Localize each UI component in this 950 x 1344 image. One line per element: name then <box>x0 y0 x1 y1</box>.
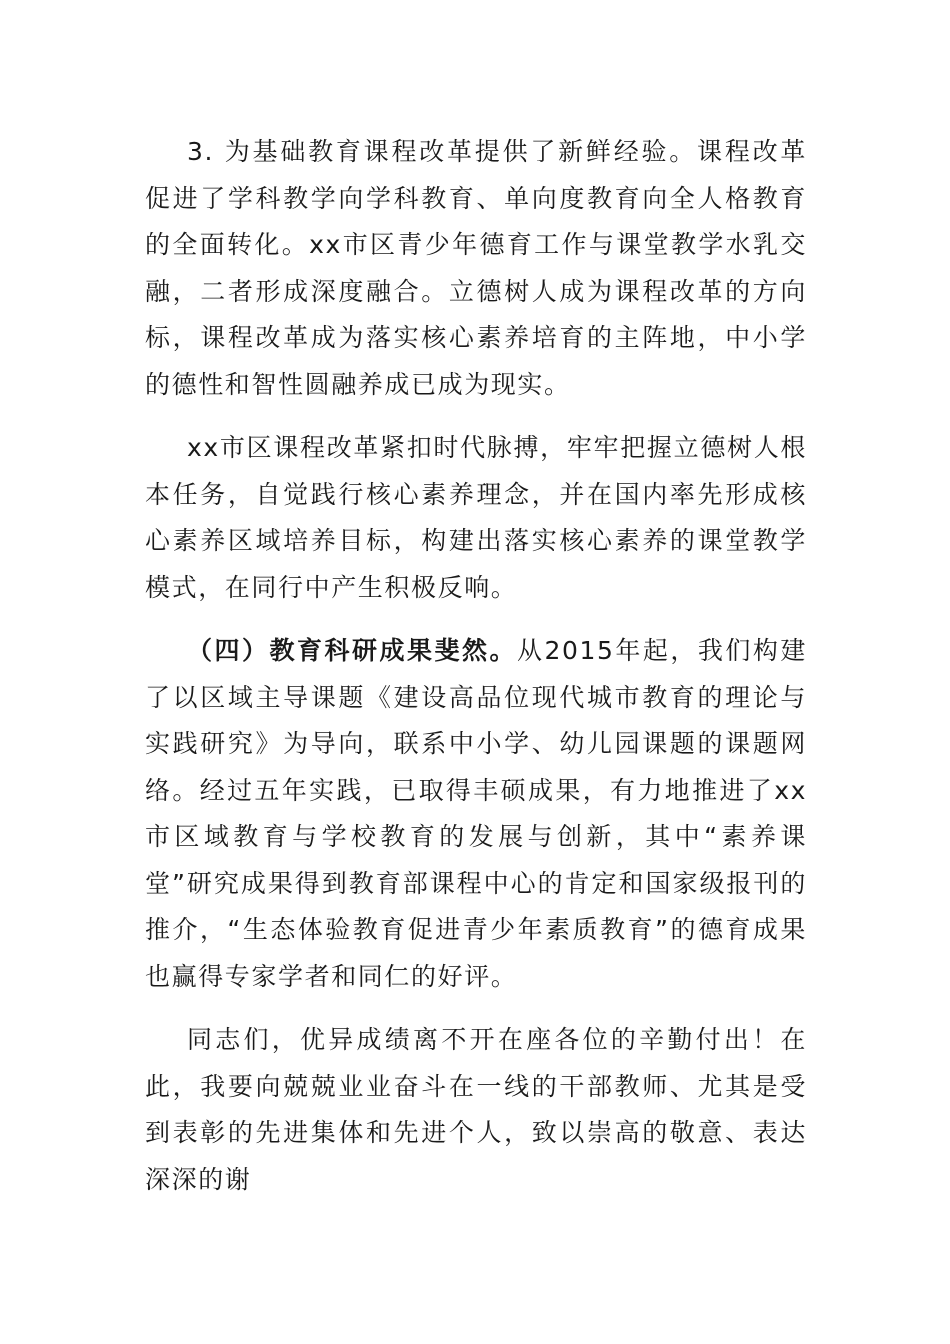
section-heading-research: （四）教育科研成果斐然。 <box>187 636 517 665</box>
paragraph-curriculum-reform-pulse <box>145 425 807 611</box>
paragraph-research-achievements <box>145 628 807 1000</box>
paragraph-spacer <box>145 1000 807 1017</box>
paragraph-text: xx市区课程改革紧扣时代脉搏，牢牢把握立德树人根本任务，自觉践行核心素养理念，并在国内率先形成核心素养区域培养目标，构建出落实核心素养的课堂教学模式，在同行中产生积极反响。 <box>145 433 807 602</box>
paragraph-spacer <box>145 611 807 628</box>
paragraph-text: 3. 为基础教育课程改革提供了新鲜经验。课程改革促进了学科教学向学科教育、单向度教育向全人格教育的全面转化。xx市区青少年德育工作与课堂教学水乳交融，二者形成深度融合。立德树人成为课程改革的方向标，课程改革成为落实核心素养培育的主阵地，中小学的德性和智性圆融养成已成为现实。 <box>145 137 807 399</box>
paragraph-text: 从2015年起，我们构建了以区域主导课题《建设高品位现代城市教育的理论与实践研究》为导向，联系中小学、幼儿园课题的课题网络。经过五年实践，已取得丰硕成果，有力地推进了xx市区域教育与学校教育的发展与创新，其中“素养课堂”研究成果得到教育部课程中心的肯定和国家级报刊的推介，“生态体验教育促进青少年素质教育”的德育成果也赢得专家学者和同仁的好评。 <box>145 636 807 991</box>
paragraph-gratitude <box>145 1017 807 1203</box>
paragraph-curriculum-reform-experience <box>145 129 807 408</box>
paragraph-text: 同志们，优异成绩离不开在座各位的辛勤付出！在此，我要向兢兢业业奋斗在一线的干部教师、尤其是受到表彰的先进集体和先进个人，致以崇高的敬意、表达深深的谢 <box>145 1025 807 1194</box>
paragraph-spacer <box>145 408 807 425</box>
document-page <box>145 129 807 1203</box>
